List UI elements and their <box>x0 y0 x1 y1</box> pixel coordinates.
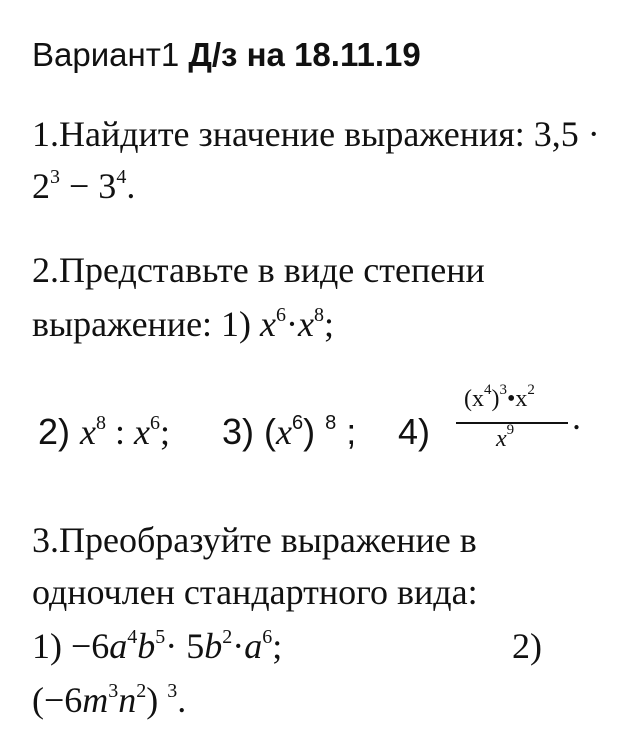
task1-line1 <box>32 110 600 158</box>
t2-e1-exp: 6 <box>276 304 287 326</box>
fn-c-exp: 2 <box>527 382 535 398</box>
t3-e2-label: 2) <box>512 626 542 666</box>
fraction-end: . <box>572 397 581 437</box>
t2-e1-exp2: 8 <box>314 304 325 326</box>
t3-e1-end: ; <box>272 626 283 666</box>
t3-e2-n: n <box>118 680 137 720</box>
t2-e1-base: x <box>260 304 277 344</box>
task1-intro: 1.Найдите значение выражения: 3,5 · <box>32 114 600 154</box>
t1-exp2: 4 <box>116 166 127 188</box>
fn-b: ) <box>491 386 500 412</box>
task3-line2 <box>32 568 478 616</box>
t2-p2-div: : <box>106 412 135 452</box>
variant-label: Вариант1 <box>32 36 180 73</box>
t2-e1-base2: x <box>298 304 315 344</box>
page-title <box>32 30 421 80</box>
t2-p3-num: 3) ( <box>222 411 276 452</box>
t2-p2-exp: 8 <box>96 412 106 434</box>
t2-e1-dot: · <box>286 304 299 344</box>
t2-p2-base: x <box>80 412 96 452</box>
t3-e1-pre: 1) −6 <box>32 626 110 666</box>
task2-line1 <box>32 246 485 294</box>
t1-base1: 2 <box>32 166 50 206</box>
t2-p2-exp2: 6 <box>150 412 160 434</box>
fraction-denominator <box>496 422 515 453</box>
fn-c: •x <box>507 386 528 412</box>
t3-e1-a-exp: 4 <box>127 626 138 648</box>
fraction-numerator <box>464 382 535 413</box>
task2-part3 <box>222 408 356 456</box>
t2-p2-num: 2) <box>38 411 81 452</box>
task3-intro2: одночлен стандартного вида: <box>32 572 478 612</box>
t3-e1-b2-exp: 2 <box>222 626 233 648</box>
t3-e2-end: . <box>177 680 187 720</box>
task2-line3 <box>38 408 170 456</box>
fd-base: x <box>496 426 507 452</box>
t3-e2-m-exp: 3 <box>108 680 119 702</box>
task2-fraction <box>452 382 592 472</box>
task2-line2 <box>32 300 334 348</box>
task3-line4 <box>32 676 186 724</box>
t2-p3-exp: 6 <box>291 412 304 434</box>
t3-e2-open: (−6 <box>32 680 83 720</box>
t3-e1-b-exp: 5 <box>155 626 166 648</box>
task2-expr-label: выражение: 1) <box>32 304 261 344</box>
task3-intro1: 3.Преобразуйте выражение в <box>32 520 477 560</box>
t2-p2-base2: x <box>134 412 150 452</box>
t1-base2: − 3 <box>60 166 117 206</box>
task3-line1 <box>32 516 477 564</box>
t3-e1-a2: a <box>244 626 263 666</box>
t1-end: . <box>126 166 136 206</box>
t2-e1-end: ; <box>324 304 335 344</box>
task3-line3 <box>32 622 612 670</box>
fn-a: (x <box>464 386 484 412</box>
task1-line2 <box>32 162 135 210</box>
t2-p3-close: ) <box>303 411 326 452</box>
t3-e2-exp: 3 <box>167 680 178 702</box>
homework-date: Д/з на 18.11.19 <box>188 36 421 73</box>
t2-p2-end: ; <box>160 412 171 452</box>
task2-part4-label <box>398 408 430 456</box>
t2-p3-exp2: 8 <box>325 412 337 434</box>
t3-e2-n-exp: 2 <box>136 680 147 702</box>
t2-p3-end: ; <box>336 411 357 452</box>
fn-a-exp: 4 <box>484 382 492 398</box>
t3-e2-m: m <box>82 680 109 720</box>
fd-exp: 9 <box>506 422 515 438</box>
t2-p3-base: x <box>276 412 292 452</box>
t1-exp1: 3 <box>50 166 60 188</box>
fn-b-exp: 3 <box>499 382 507 398</box>
t2-p4-num: 4) <box>398 411 431 452</box>
t3-e1-a: a <box>109 626 128 666</box>
t3-e1-b: b <box>137 626 156 666</box>
t3-e1-dot: · <box>232 626 245 666</box>
t3-e1-a2-exp: 6 <box>262 626 273 648</box>
t3-e1-b2: b <box>204 626 223 666</box>
t3-e1-mid: · 5 <box>165 626 205 666</box>
task2-intro: 2.Представьте в виде степени <box>32 250 485 290</box>
t3-e2-close: ) <box>146 680 168 720</box>
